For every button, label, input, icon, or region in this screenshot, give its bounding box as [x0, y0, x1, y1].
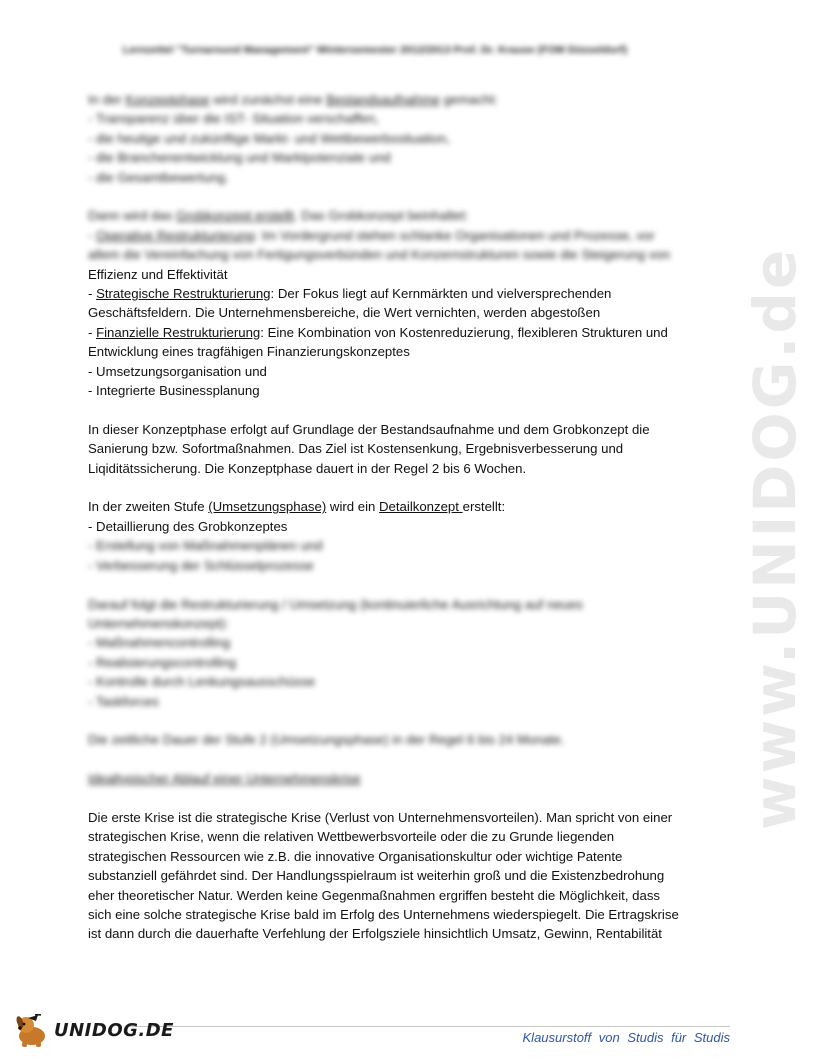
- text-run: Die erste Krise ist die strategische Krise (Verlust von Unternehmensvorteilen). Man spricht von einer: [88, 809, 673, 825]
- text-line: [88, 653, 660, 672]
- text-line: [88, 808, 673, 827]
- text-run: Geschäftsfeldern. Die Unternehmensbereiche, die Wert vernichten, werden abgestoßen: [88, 305, 601, 321]
- underlined-term: Grobkonzept erstellt: [175, 208, 294, 224]
- text-run: - Transparenz über die IST- Situation verschaffen,: [88, 111, 379, 127]
- text-line: [88, 886, 660, 905]
- underlined-term: Finanzielle Restrukturierung: [96, 324, 261, 340]
- unidog-logo: [12, 1012, 174, 1048]
- underlined-term: Operative Restrukturierung: [96, 227, 255, 243]
- text-run: - Integrierte Businessplanung: [88, 383, 260, 399]
- text-line: [88, 381, 660, 400]
- underlined-term: Konzeptphase: [125, 92, 210, 107]
- text-line: [88, 827, 660, 846]
- document-body: [88, 90, 679, 944]
- text-run: strategischen Krise, wenn die relativen Wettbewerbsvorteile oder die zu Grunde liegenden: [88, 829, 615, 845]
- text-run: - Verbesserung der Schlüsselprozesse: [88, 557, 314, 573]
- text-run: sich eine solche strategische Krise bald im Erfolg des Unternehmens wiederspiegelt. Die Ertragskrise: [88, 906, 679, 922]
- text-run: Liqiditätssicherung. Die Konzeptphase dauert in der Regel 2 bis 6 Wochen.: [88, 460, 527, 476]
- text-run: ist dann durch die dauerhafte Verfehlung der Erfolgsziele hinsichtlich Umsatz, Gewinn, Rentabilität: [88, 926, 662, 942]
- blurred-section-top: [88, 90, 671, 265]
- text-run: : Eine Kombination von Kostenreduzierung, flexibleren Strukturen und: [260, 324, 668, 340]
- text-run: : Im Vordergrund stehen schlanke Organisationen und Prozesse, vor: [254, 227, 655, 243]
- text-run: - Umsetzungsorganisation und: [88, 363, 267, 379]
- text-run: - Taskforces: [88, 693, 159, 709]
- text-line: [88, 129, 660, 148]
- text-line: [88, 342, 660, 361]
- text-run: - Erstellung von Maßnahmenplänen und: [88, 538, 323, 554]
- text-run: erstellt:: [462, 499, 506, 515]
- text-line: [88, 168, 660, 187]
- text-run: -: [88, 227, 97, 243]
- visible-section-1: [88, 265, 668, 537]
- blurred-section-middle: [88, 536, 660, 788]
- text-run: - die Gesamtbewertung.: [88, 169, 229, 185]
- text-line: [88, 633, 660, 652]
- text-run: Effizienz und Effektivität: [88, 266, 228, 282]
- text-run: - die Branchenentwicklung und Marktpotenziale und: [88, 150, 391, 166]
- text-line: [88, 245, 671, 264]
- text-run: - Realisierungscontrolling: [88, 654, 237, 670]
- text-line: [88, 90, 660, 109]
- text-line: [88, 730, 660, 749]
- text-run: Unternehmenskonzept):: [88, 615, 229, 631]
- text-line: [88, 614, 660, 633]
- text-run: - Kontrolle durch Lenkungsausschüsse: [88, 674, 316, 690]
- text-line: [88, 905, 679, 924]
- underlined-term: Idealtypischer Ablauf einer Unternehmenskrise: [88, 771, 361, 787]
- text-run: Dann wird das: [88, 208, 176, 224]
- text-line: [88, 148, 660, 167]
- text-run: eher theoretischer Natur. Werden keine Gegenmaßnahmen ergriffen besteht die Möglichkeit, dass: [88, 887, 661, 903]
- text-run: Darauf folgt die Restrukturierung / Umsetzung (kontinuierliche Ausrichtung auf neues: [88, 596, 583, 612]
- paragraph-gap: [88, 711, 660, 730]
- text-line: [88, 284, 660, 303]
- logo-text: UNIDOG.DE: [54, 1019, 174, 1041]
- paragraph-gap: [88, 575, 660, 594]
- text-line: [88, 517, 660, 536]
- text-line: [88, 536, 660, 555]
- text-run: - Detaillierung des Grobkonzeptes: [88, 518, 288, 534]
- text-run: wird zunächst eine: [209, 92, 327, 107]
- text-line: [88, 303, 660, 322]
- page-header: Lernzettel "Turnaround Management" Wintersemester 2012/2013 Prof. Dr. Krause (FOM Düsseldorf): [122, 44, 628, 56]
- text-line: [88, 206, 660, 225]
- text-run: Entwicklung eines tragfähigen Finanzierungskonzeptes: [88, 344, 410, 360]
- text-run: substanziell gefährdet sind. Der Handlungsspielraum ist weiterhin groß und die Existenzbedrohung: [88, 868, 665, 884]
- text-run: gemacht:: [439, 92, 498, 107]
- paragraph-gap: [88, 187, 660, 206]
- text-line: [88, 769, 660, 788]
- text-line: [88, 497, 660, 516]
- text-run: wird ein: [326, 499, 380, 515]
- text-line: [88, 323, 668, 342]
- footer-divider: [130, 1026, 730, 1027]
- text-line: [88, 226, 660, 245]
- text-line: [88, 459, 660, 478]
- text-run: In der zweiten Stufe: [88, 499, 209, 515]
- underlined-term: Detailkonzept: [379, 499, 463, 515]
- text-line: [88, 362, 660, 381]
- text-line: [88, 924, 660, 943]
- underlined-term: Bestandsaufnahme: [326, 92, 440, 107]
- visible-section-2: [88, 789, 679, 944]
- paragraph-gap: [88, 789, 660, 808]
- watermark: www.UNIDOG.de: [741, 246, 809, 830]
- text-line: [88, 556, 660, 575]
- underlined-term: (Umsetzungsphase): [208, 499, 327, 515]
- text-line: [88, 672, 660, 691]
- text-line: [88, 595, 660, 614]
- text-line: [88, 866, 665, 885]
- text-line: [88, 265, 660, 284]
- dog-icon: [12, 1012, 52, 1048]
- paragraph-gap: [88, 750, 660, 769]
- text-run: . Das Grobkonzept beinhaltet:: [293, 208, 469, 224]
- paragraph-gap: [88, 400, 660, 419]
- text-run: In der: [88, 92, 126, 107]
- text-run: -: [88, 286, 97, 302]
- text-run: -: [88, 324, 97, 340]
- underlined-term: Strategische Restrukturierung: [96, 286, 271, 302]
- text-run: Die zeitliche Dauer der Stufe 2 (Umsetzungsphase) in der Regel 6 bis 24 Monate.: [88, 732, 565, 748]
- text-run: - Maßnahmencontrolling: [88, 635, 231, 651]
- text-run: : Der Fokus liegt auf Kernmärkten und vielversprechenden: [270, 286, 612, 302]
- text-line: [88, 420, 660, 439]
- text-run: Sanierung bzw. Sofortmaßnahmen. Das Ziel ist Kostensenkung, Ergebnisverbesserung und: [88, 441, 624, 457]
- paragraph-gap: [88, 478, 660, 497]
- text-line: [88, 847, 660, 866]
- text-line: [88, 109, 660, 128]
- text-line: [88, 692, 660, 711]
- text-line: [88, 439, 660, 458]
- text-run: - die heutige und zukünftige Markt- und Wettbewerbssituation,: [88, 130, 450, 146]
- footer-claim: Klausurstoff von Studis für Studis: [522, 1030, 730, 1045]
- text-run: allem die Vereinfachung von Fertigungsverbünden und Konzernstrukturen sowie die Steigerung von: [88, 247, 671, 263]
- text-run: strategischen Ressourcen wie z.B. die innovative Organisationskultur oder wichtige Patente: [88, 848, 623, 864]
- text-run: In dieser Konzeptphase erfolgt auf Grundlage der Bestandsaufnahme und dem Grobkonzept die: [88, 421, 650, 437]
